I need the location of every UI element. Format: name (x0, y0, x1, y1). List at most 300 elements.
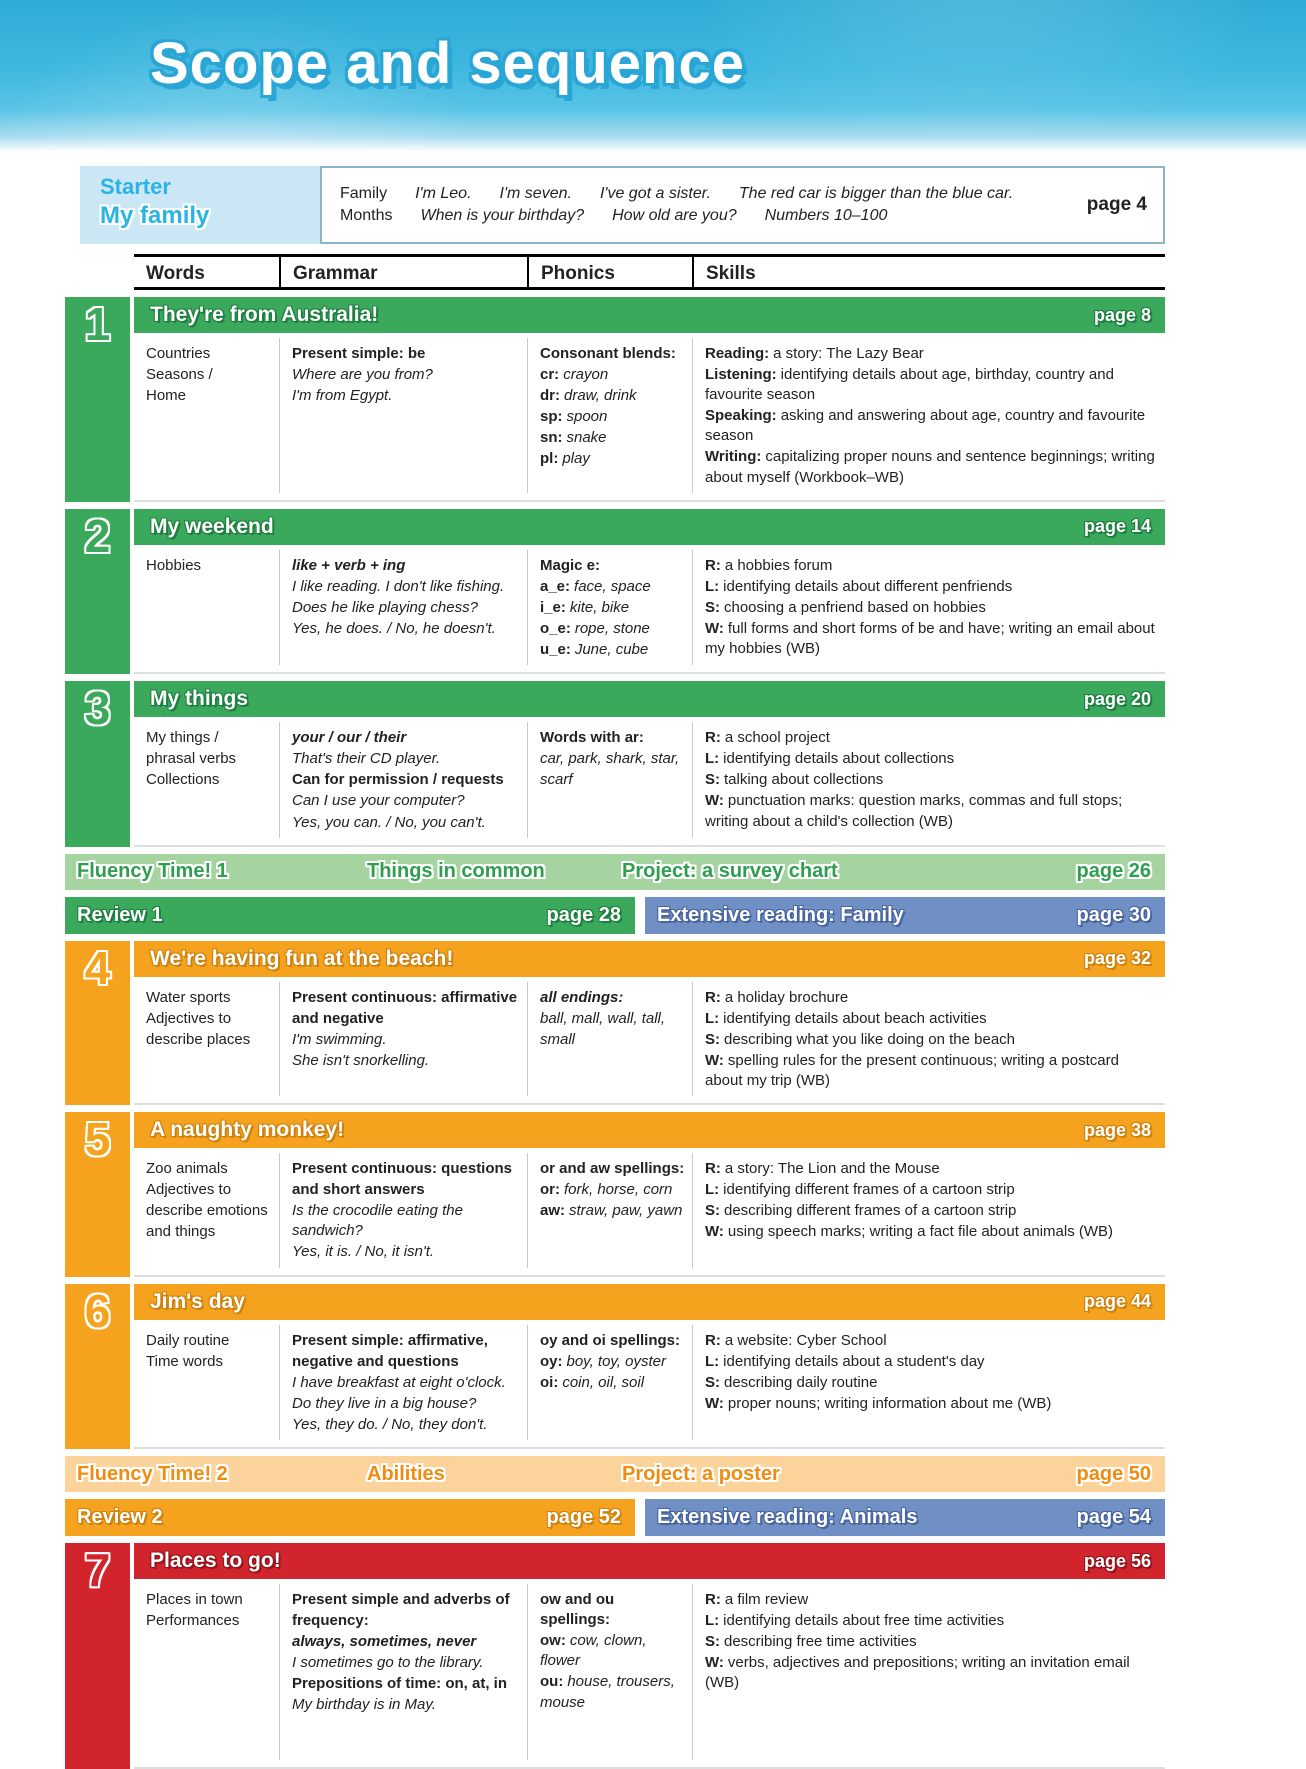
words-line: Daily routine (146, 1331, 230, 1349)
unit-5-content (134, 1148, 1165, 1276)
skill-label: R: (705, 1160, 721, 1178)
phonics-prefix: a_e: (540, 577, 571, 595)
unit-3-number: 3 (65, 681, 130, 846)
unit-2-header-bar (134, 509, 1165, 545)
unit-5-number: 5 (65, 1112, 130, 1276)
phonics-prefix: or: (540, 1181, 560, 1199)
unit-3-words (134, 722, 279, 837)
unit-7-page-number: page 56 (1083, 1550, 1151, 1571)
skill-label: L: (705, 577, 720, 595)
phonics-line (540, 344, 690, 364)
phonics-words: face, space (574, 577, 651, 595)
unit-5-words (134, 1153, 279, 1267)
grammar-line: Present simple: be (292, 345, 426, 362)
unit-4-phonics (527, 982, 692, 1096)
skill-text: using speech marks; writing a fact file about animals (WB) (727, 1223, 1114, 1241)
skill-text: identifying details about collections (723, 750, 955, 768)
skill-text: identifying details about beach activities (723, 1009, 987, 1027)
skill-label: W: (705, 1223, 724, 1241)
grammar-line: your / our / their (292, 729, 407, 747)
column-header-skills: Skills (692, 257, 1165, 287)
unit-3 (65, 681, 1165, 846)
unit-3-phonics (527, 722, 692, 837)
unit-3-page-number: page 20 (1083, 688, 1151, 709)
review-2-page-number: page 52 (546, 1506, 621, 1528)
skill-text: spelling rules for the present continuous; writing a postcard about my trip (WB) (705, 1051, 1119, 1089)
skill-text: a story: The Lazy Bear (773, 345, 924, 362)
fluency-time-1-band (65, 854, 1165, 890)
words-line: Time words (146, 1352, 223, 1370)
unit-6-grammar (279, 1325, 527, 1440)
unit-2-page-number: page 14 (1083, 516, 1151, 537)
skill-text: describing different frames of a cartoon strip (724, 1202, 1017, 1220)
starter-example: How old are you? (612, 207, 737, 224)
skill-text: capitalizing proper nouns and sentence beginnings; writing about myself (Workbook–WB) (705, 448, 1155, 486)
unit-7-grammar (279, 1584, 527, 1760)
grammar-line: My birthday is in May. (292, 1696, 436, 1714)
skill-text: a film review (724, 1591, 809, 1608)
phonics-line (540, 1373, 690, 1393)
phonics-words: play (562, 450, 590, 468)
phonics-prefix: Words with ar: (540, 729, 644, 747)
unit-7 (65, 1543, 1165, 1769)
phonics-prefix: aw: (540, 1202, 566, 1220)
skill-line (705, 365, 1157, 405)
words-line: Adjectives to (146, 1181, 232, 1199)
skill-text: a school project (724, 729, 830, 747)
phonics-prefix: ou: (540, 1673, 564, 1691)
skill-line (705, 619, 1157, 659)
grammar-line: negative and questions (292, 1352, 459, 1370)
unit-6-words (134, 1325, 279, 1440)
grammar-line: Yes, you can. / No, you can't. (292, 813, 486, 831)
unit-2-phonics (527, 550, 692, 665)
header-banner (0, 0, 1306, 152)
starter-topic: Months (340, 207, 393, 224)
skill-line (705, 1222, 1157, 1242)
unit-7-phonics (527, 1584, 692, 1760)
starter-topic: Family (340, 185, 388, 202)
unit-5-grammar (279, 1153, 527, 1267)
unit-5 (65, 1112, 1165, 1276)
phonics-words: small (540, 1030, 576, 1048)
phonics-line (540, 1672, 690, 1692)
skill-label: L: (705, 1009, 720, 1027)
skill-label: R: (705, 556, 721, 574)
unit-4-words (134, 982, 279, 1096)
starter-example: I'm Leo. (415, 185, 472, 202)
starter-page-number: page 4 (1086, 194, 1147, 215)
phonics-line (540, 1030, 690, 1050)
skill-text: identifying details about a student's day (723, 1352, 985, 1370)
grammar-line: Can for permission / requests (292, 771, 504, 789)
unit-6-title: Jim's day (150, 1289, 245, 1313)
phonics-words: scarf (540, 771, 573, 789)
skill-line (705, 1632, 1157, 1652)
phonics-words: cow, clown, flower (540, 1632, 647, 1670)
review-1-page-number: page 28 (546, 903, 621, 926)
unit-6-page-number: page 44 (1083, 1291, 1151, 1312)
words-line: Zoo animals (146, 1160, 228, 1178)
skill-line (705, 1030, 1157, 1050)
skill-label: S: (705, 598, 720, 616)
skill-label: W: (705, 619, 724, 637)
phonics-words: June, cube (574, 641, 649, 659)
unit-1-content (134, 333, 1165, 502)
grammar-line: I have breakfast at eight o'clock. (292, 1373, 506, 1391)
unit-3-header-bar (134, 681, 1165, 717)
words-line: phrasal verbs (146, 750, 237, 768)
phonics-line (540, 449, 690, 469)
phonics-line (540, 728, 690, 748)
grammar-line: Yes, they do. / No, they don't. (292, 1415, 488, 1433)
grammar-line: She isn't snorkelling. (292, 1051, 430, 1069)
unit-6-content (134, 1320, 1165, 1449)
phonics-prefix: Magic e: (540, 556, 601, 574)
unit-5-skills (692, 1153, 1165, 1267)
unit-2-grammar (279, 550, 527, 665)
skill-text: describing daily routine (724, 1373, 878, 1391)
phonics-words: kite, bike (569, 598, 630, 616)
skill-label: S: (705, 1030, 720, 1048)
skill-line (705, 1373, 1157, 1393)
skill-line (705, 770, 1157, 790)
skill-line (705, 1159, 1157, 1179)
skill-label: R: (705, 729, 721, 747)
unit-5-phonics (527, 1153, 692, 1267)
unit-1-number: 1 (65, 297, 130, 502)
unit-2-number: 2 (65, 509, 130, 674)
starter-section (80, 166, 1165, 244)
skill-text: a website: Cyber School (724, 1331, 887, 1349)
words-line: Adjectives to (146, 1009, 232, 1027)
unit-4-grammar (279, 982, 527, 1096)
grammar-line: Prepositions of time: on, at, in (292, 1675, 508, 1693)
skill-line (705, 344, 1157, 364)
words-line: Hobbies (146, 556, 202, 574)
words-line: Water sports (146, 988, 231, 1006)
unit-5-title: A naughty monkey! (150, 1118, 345, 1142)
skill-line (705, 1201, 1157, 1221)
fluency-time-2-band (65, 1456, 1165, 1492)
starter-example: I've got a sister. (599, 185, 711, 202)
skill-label: Writing: (705, 448, 762, 466)
phonics-line (540, 1009, 690, 1029)
skill-label: W: (705, 1394, 724, 1412)
phonics-prefix: all endings: (540, 988, 624, 1006)
unit-3-content (134, 717, 1165, 846)
phonics-prefix: u_e: (540, 641, 571, 659)
skill-label: L: (705, 750, 720, 768)
skill-line (705, 1611, 1157, 1631)
grammar-line: I'm from Egypt. (292, 387, 393, 405)
phonics-line (540, 1201, 690, 1221)
phonics-line (540, 640, 690, 660)
skill-label: R: (705, 1331, 721, 1349)
skill-line (705, 1352, 1157, 1372)
phonics-line (540, 1159, 690, 1179)
skill-text: full forms and short forms of be and have; writing an email about my hobbies (WB) (705, 619, 1155, 658)
unit-1-phonics (527, 338, 692, 493)
unit-6-phonics (527, 1325, 692, 1440)
words-line: Seasons / (146, 366, 213, 384)
phonics-prefix: i_e: (540, 598, 566, 616)
unit-2-content (134, 545, 1165, 674)
phonics-line (540, 428, 690, 448)
skill-text: describing free time activities (724, 1633, 917, 1651)
phonics-prefix: oy and oi spellings: (540, 1331, 681, 1349)
review-1-band (65, 897, 635, 934)
unit-5-header-bar (134, 1112, 1165, 1148)
grammar-line: I like reading. I don't like fishing. (292, 577, 505, 595)
unit-1-title: They're from Australia! (150, 303, 379, 326)
unit-1-header-bar (134, 297, 1165, 333)
skill-line (705, 1331, 1157, 1351)
skill-line (705, 988, 1157, 1008)
skill-text: identifying details about age, birthday, country and favourite season (705, 366, 1114, 404)
skill-line (705, 1051, 1157, 1091)
phonics-words: crayon (563, 366, 609, 384)
phonics-words: spoon (566, 408, 608, 426)
column-header-words: Words (146, 263, 205, 284)
skill-label: S: (705, 1202, 720, 1220)
skill-text: proper nouns; writing information about me (WB) (727, 1394, 1052, 1412)
phonics-words: house, trousers, (567, 1673, 675, 1691)
skill-line (705, 556, 1157, 576)
fluency-2-page-number: page 50 (1076, 1462, 1151, 1485)
unit-2-skills (692, 550, 1165, 665)
phonics-line (540, 1180, 690, 1200)
grammar-line: frequency: (292, 1612, 369, 1630)
phonics-line (540, 1331, 690, 1351)
review-2-band (65, 1499, 635, 1536)
grammar-line: Does he like playing chess? (292, 598, 478, 616)
grammar-line: like + verb + ing (292, 556, 406, 574)
skill-label: W: (705, 1654, 724, 1672)
skill-label: L: (705, 1181, 720, 1199)
starter-example: I'm seven. (499, 185, 572, 202)
skill-line (705, 577, 1157, 597)
skill-line (705, 1394, 1157, 1414)
grammar-line: Where are you from? (292, 366, 433, 384)
unit-6 (65, 1284, 1165, 1449)
extensive-reading-1-page-number: page 30 (1076, 903, 1151, 926)
unit-7-header-bar (134, 1543, 1165, 1579)
unit-1-skills (692, 338, 1165, 493)
skill-line (705, 406, 1157, 446)
phonics-line (540, 770, 690, 790)
fluency-1-page-number: page 26 (1076, 860, 1151, 883)
grammar-line: That's their CD player. (292, 750, 441, 768)
starter-tab (80, 166, 320, 244)
phonics-prefix: pl: (540, 450, 559, 468)
skill-text: punctuation marks: question marks, commas and full stops; writing about a child's collection (WB) (705, 792, 1123, 830)
phonics-line (540, 386, 690, 406)
words-line: Home (146, 387, 187, 405)
fluency-2-label: Fluency Time! 2 (77, 1462, 228, 1485)
skill-line (705, 749, 1157, 769)
unit-5-page-number: page 38 (1083, 1119, 1151, 1140)
grammar-line: Present continuous: questions (292, 1160, 513, 1178)
skill-text: identifying different frames of a cartoon strip (723, 1181, 1015, 1199)
column-header-phonics: Phonics (527, 257, 692, 287)
grammar-line: Present continuous: affirmative (292, 988, 518, 1006)
skill-label: S: (705, 1633, 720, 1651)
phonics-prefix: or and aw spellings: (540, 1160, 685, 1178)
skill-text: a story: The Lion and the Mouse (724, 1160, 940, 1178)
phonics-words: coin, oil, soil (562, 1373, 645, 1391)
phonics-prefix: o_e: (540, 619, 571, 637)
skill-text: identifying details about different penfriends (723, 577, 1013, 595)
unit-1 (65, 297, 1165, 502)
extensive-reading-1-band (645, 897, 1165, 934)
phonics-prefix: dr: (540, 387, 560, 405)
grammar-line: Yes, he does. / No, he doesn't. (292, 619, 496, 637)
phonics-prefix: cr: (540, 366, 560, 384)
fluency-2-project: Project: a poster (622, 1462, 780, 1485)
phonics-line (540, 365, 690, 385)
grammar-line: I sometimes go to the library. (292, 1654, 484, 1672)
skill-line (705, 447, 1157, 487)
skill-text: choosing a penfriend based on hobbies (724, 598, 986, 616)
review-1-row (65, 897, 1165, 934)
unit-1-page-number: page 8 (1093, 304, 1151, 325)
phonics-prefix: oy: (540, 1352, 563, 1370)
skill-label: R: (705, 988, 721, 1006)
unit-1-words (134, 338, 279, 493)
phonics-line (540, 577, 690, 597)
starter-unit-title: My family (100, 202, 210, 229)
phonics-prefix: oi: (540, 1373, 559, 1391)
review-1-label: Review 1 (77, 903, 163, 926)
unit-3-grammar (279, 722, 527, 837)
unit-7-words (134, 1584, 279, 1760)
unit-6-header-bar (134, 1284, 1165, 1320)
unit-1-grammar (279, 338, 527, 493)
page-title: Scope and sequence (150, 31, 745, 96)
phonics-words: mouse (540, 1694, 586, 1712)
grammar-line: Is the crocodile eating the sandwich? (292, 1202, 463, 1240)
scope-sequence-table (65, 166, 1165, 1769)
skill-label: Speaking: (705, 407, 777, 425)
phonics-prefix: Consonant blends: (540, 345, 676, 362)
grammar-line: and negative (292, 1009, 384, 1027)
phonics-line (540, 1631, 690, 1671)
phonics-line (540, 749, 690, 769)
column-header-row (134, 254, 1165, 290)
phonics-words: snake (566, 429, 607, 447)
starter-example: The red car is bigger than the blue car. (738, 185, 1014, 202)
phonics-line (540, 1590, 690, 1630)
skill-text: verbs, adjectives and prepositions; writing an invitation email (WB) (705, 1654, 1130, 1692)
skill-line (705, 1180, 1157, 1200)
unit-2-words (134, 550, 279, 665)
phonics-words: straw, paw, yawn (569, 1202, 683, 1220)
skill-text: identifying details about free time activities (723, 1612, 1005, 1630)
unit-3-title: My things (150, 687, 248, 711)
unit-4-page-number: page 32 (1083, 948, 1151, 969)
unit-6-number: 6 (65, 1284, 130, 1449)
starter-info-box (320, 166, 1165, 244)
words-line: and things (146, 1223, 216, 1241)
skill-label: L: (705, 1352, 720, 1370)
unit-4 (65, 941, 1165, 1105)
fluency-2-topic: Abilities (367, 1462, 445, 1485)
skill-line (705, 728, 1157, 748)
words-line: describe emotions (146, 1202, 268, 1220)
grammar-line: Yes, it is. / No, it isn't. (292, 1243, 435, 1261)
grammar-line: Do they live in a big house? (292, 1394, 477, 1412)
skill-label: S: (705, 1373, 720, 1391)
phonics-line (540, 619, 690, 639)
unit-7-skills (692, 1584, 1165, 1760)
grammar-line: Can I use your computer? (292, 792, 465, 810)
skill-text: asking and answering about age, country and favourite season (705, 407, 1146, 445)
starter-line-1 (340, 185, 1077, 203)
starter-example: When is your birthday? (420, 207, 585, 224)
grammar-line: always, sometimes, never (292, 1633, 477, 1651)
unit-2-title: My weekend (150, 514, 274, 538)
words-line: Collections (146, 771, 220, 789)
unit-7-number: 7 (65, 1543, 130, 1769)
skill-line (705, 791, 1157, 831)
skill-label: S: (705, 771, 720, 789)
skill-label: R: (705, 1591, 721, 1608)
words-line: My things / (146, 729, 219, 747)
review-2-label: Review 2 (77, 1506, 163, 1528)
skill-text: describing what you like doing on the beach (724, 1030, 1016, 1048)
skill-line (705, 1653, 1157, 1693)
unit-2 (65, 509, 1165, 674)
unit-7-title: Places to go! (150, 1549, 281, 1572)
phonics-line (540, 1352, 690, 1372)
phonics-line (540, 556, 690, 576)
unit-4-title: We're having fun at the beach! (150, 946, 454, 970)
extensive-reading-2-band (645, 1499, 1165, 1536)
words-line: Places in town (146, 1591, 243, 1608)
fluency-1-project: Project: a survey chart (622, 860, 838, 883)
grammar-line: Present simple: affirmative, (292, 1331, 488, 1349)
skill-text: a hobbies forum (724, 556, 833, 574)
phonics-words: ball, mall, wall, tall, (540, 1009, 666, 1027)
starter-content (322, 173, 1087, 237)
skill-label: W: (705, 1051, 724, 1069)
skill-line (705, 598, 1157, 618)
phonics-prefix: sn: (540, 429, 563, 447)
starter-example: Numbers 10–100 (764, 207, 888, 224)
grammar-line: Present simple and adverbs of (292, 1591, 510, 1608)
phonics-words: draw, drink (564, 387, 637, 405)
skill-label: Reading: (705, 345, 770, 362)
unit-4-number: 4 (65, 941, 130, 1105)
fluency-1-label: Fluency Time! 1 (77, 860, 228, 883)
unit-7-content (134, 1579, 1165, 1769)
phonics-words: rope, stone (574, 619, 650, 637)
phonics-words: car, park, shark, star, (540, 750, 680, 768)
grammar-line: I'm swimming. (292, 1030, 387, 1048)
grammar-line: and short answers (292, 1181, 425, 1199)
review-2-row (65, 1499, 1165, 1536)
unit-6-skills (692, 1325, 1165, 1440)
skill-line (705, 1009, 1157, 1029)
unit-4-content (134, 977, 1165, 1105)
phonics-line (540, 598, 690, 618)
words-line: Performances (146, 1612, 240, 1630)
starter-line-2 (340, 207, 1077, 225)
phonics-words: fork, horse, corn (564, 1181, 673, 1199)
phonics-prefix: sp: (540, 408, 563, 426)
words-line: Countries (146, 345, 211, 362)
